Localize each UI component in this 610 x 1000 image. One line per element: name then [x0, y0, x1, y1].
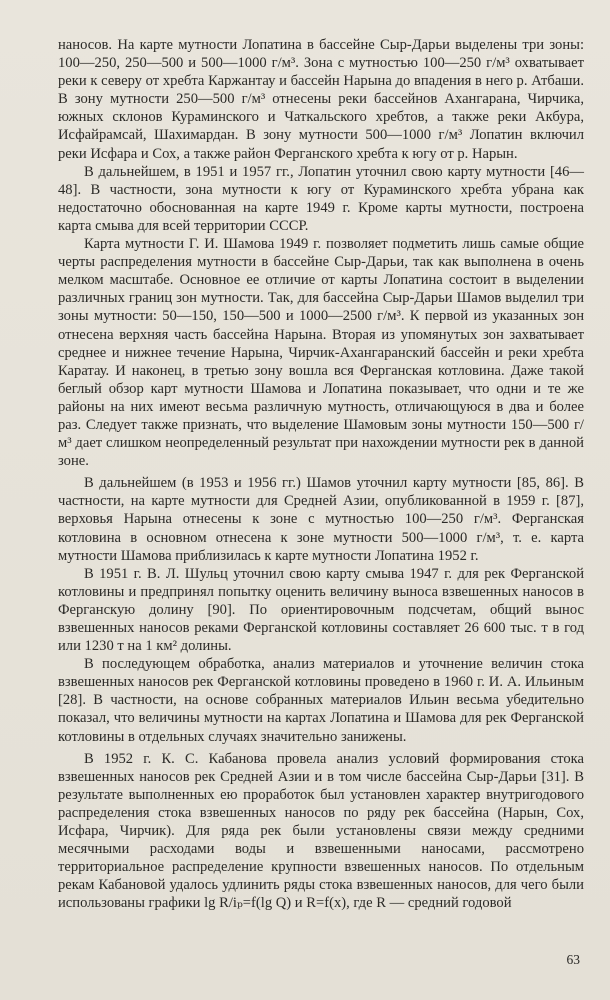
paragraph: Карта мутности Г. И. Шамова 1949 г. позволяет подметить лишь самые общие черты распределения мутности в бассейне Сыр-Дарьи, так как выполнена в очень мелком масштабе. Основное ее отличие от карты Лопатина состоит в выделении различных границ зон мутности. Так, для бассейна Сыр-Дарьи Шамов выделил три зоны мутности: 50—150, 150—500 и 1000—2500 г/м³. К первой из указанных зон отнесена верхняя часть бассейна Нарына. Вторая из упомянутых зон захватывает среднее и нижнее течение Нарына, Чирчик-Ахангаранский бассейн и реки хребта Каратау. И наконец, в третью зону вошла вся Ферганская котловина. Даже такой беглый обзор карт мутности Шамова и Лопатина показывает, что одни и те же районы на них имеют весьма различную мутность, отличающуюся в два и более раз. Следует также признать, что выделение Шамовым зоны мутности 150—500 г/м³ дает слишком неопределенный результат при нахождении мутности рек в данной зоне.: [58, 236, 584, 470]
paragraph: наносов. На карте мутности Лопатина в бассейне Сыр-Дарьи выделены три зоны: 100—250, 250—500 и 500—1000 г/м³. Зона с мутностью 100—250 г/м³ охватывает реки к северу от хребта Каржантау и бассейн Нарына до впадения в него р. Атбаши. В зону мутности 250—500 г/м³ отнесены реки бассейнов Ахангарана, Чирчика, южных склонов Кураминского и Чаткальского хребтов, а также реки Акбура, Исфайрамсай, Шахимардан. В зону мутности 500—1000 г/м³ Лопатин включил реки Исфара и Сох, а также район Ферганского хребта к югу от р. Нарын.: [58, 37, 584, 162]
paragraph: В дальнейшем (в 1953 и 1956 гг.) Шамов уточнил карту мутности [85, 86]. В частности, на карте мутности для Средней Азии, опубликованной в 1959 г. [87], верховья Нарына отнесены к зоне с мутностью 100—250 г/м³. Ферганская котловина в основном отнесена к зоне мутности 500—1000 г/м³, т. е. карта мутности Шамова приблизилась к карте мутности Лопатина 1952 г.: [58, 475, 584, 564]
paragraph: В 1951 г. В. Л. Шульц уточнил свою карту смыва 1947 г. для рек Ферганской котловины и предпринял попытку оценить величину выноса взвешенных наносов в Ферганскую долину [90]. По ориентировочным подсчетам, общий вынос взвешенных наносов реками Ферганской котловины составляет 26 600 тыс. т в год или 1230 т на 1 км² долины.: [58, 565, 584, 655]
paragraph: В дальнейшем, в 1951 и 1957 гг., Лопатин уточнил свою карту мутности [46—48]. В частности, зона мутности к югу от Кураминского хребта убрана как недостаточно обоснованная на карте 1949 г. Кроме карты мутности, построена карта смыва для всей территории СССР.: [58, 163, 584, 234]
body-text: [58, 36, 584, 913]
paragraph: В 1952 г. К. С. Кабанова провела анализ условий формирования стока взвешенных наносов рек Средней Азии и в том числе бассейна Сыр-Дарьи [31]. В результате выполненных ею проработок был установлен характер внутригодового распределения стока взвешенных наносов по ряду рек бассейна (Нарын, Сох, Исфара, Чирчик). Для ряда рек были установлены связи между средними месячными расходами воды и взвешенными наносами, рассмотрено территориальное распределение крупности взвешенных наносов. По отдельным рекам Кабановой удалось удлинить ряды стока взвешенных наносов, для чего были использованы графики lg R/iₚ=f(lg Q) и R=f(x), где R — средний годовой: [58, 750, 584, 912]
paragraph: В последующем обработка, анализ материалов и уточнение величин стока взвешенных наносов рек Ферганской котловины проведено в 1960 г. И. А. Ильиным [28]. В частности, на основе собранных материалов Ильин весьма убедительно показал, что величины мутности на картах Лопатина и Шамова для рек Ферганской котловины в отдельных случаях значительно занижены.: [58, 656, 584, 745]
page-number: 63: [566, 952, 580, 967]
